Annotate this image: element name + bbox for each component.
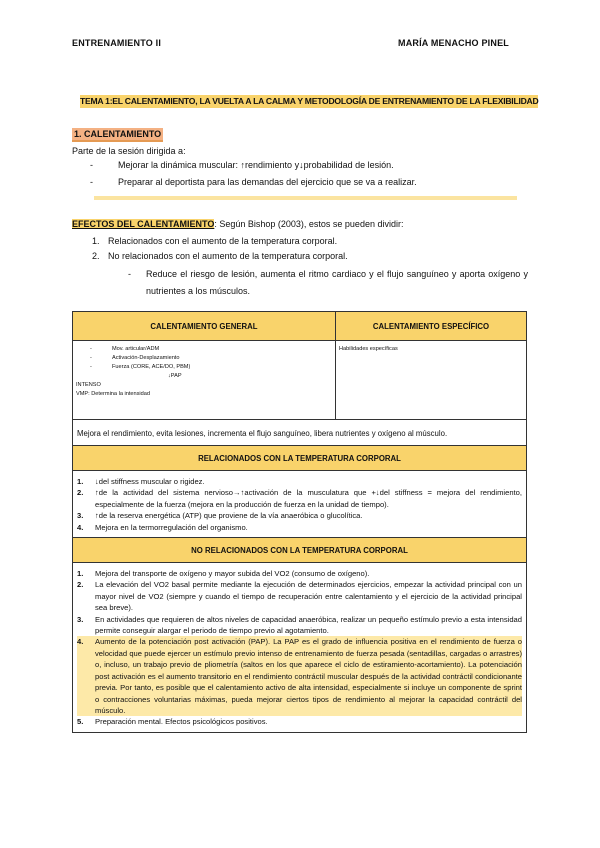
sub-bullet: - Reduce el riesgo de lesión, aumenta el ritmo cardiaco y el flujo sanguíneo y aporta oxígeno y nutrientes a los músculos. xyxy=(128,269,528,296)
section-bullets xyxy=(90,160,417,194)
col-header-specific: CALENTAMIENTO ESPECÍFICO xyxy=(336,312,527,341)
list-item: 2. La elevación del VO2 basal permite mediante la ejecución de determinados ejercicios, empezar la actividad principal con un mayor nivel de VO2 (siempre y cuando el tiempo de recuperación entre calentamiento y el ejercicio de la actividad principal sea breve). xyxy=(77,580,522,613)
table-footer: Mejora el rendimiento, evita lesiones, incrementa el flujo sanguíneo, libera nutrientes y oxígeno al músculo. xyxy=(73,420,527,447)
intenso-label: INTENSO xyxy=(76,382,101,388)
related-list xyxy=(73,471,527,538)
vmp-label: VMP: Determina la intensidad xyxy=(76,391,150,397)
effects-heading xyxy=(72,219,403,229)
table-header-unrelated: NO RELACIONADOS CON LA TEMPERATURA CORPORAL xyxy=(73,538,527,563)
header-left: ENTRENAMIENTO II xyxy=(72,38,162,48)
warmup-table xyxy=(72,311,527,447)
specific-cell: Habilidades específicas xyxy=(336,341,527,420)
general-cell: - Mov. articular/ADM - Activación-Desplazamiento - Fuerza (CORE, ACE/DO, PBM) ↓PAP INTENSO VMP: Determina la intensidad xyxy=(73,341,336,420)
list-item: 1. ↓del stiffness muscular o rigidez. xyxy=(77,477,205,486)
section-title: 1. CALENTAMIENTO xyxy=(72,128,163,142)
list-item: 1. Mejora del transporte de oxígeno y mayor subida del VO2 (consumo de oxígeno). xyxy=(77,569,370,579)
pap-note: ↓PAP xyxy=(168,373,182,379)
effects-text: : Según Bishop (2003), estos se pueden dividir: xyxy=(214,219,404,229)
list-item: 2. ↑de la actividad del sistema nervioso→↑activación de la musculatura que +↓del stiffness = mejora del rendimiento, especialmente de la fuerza (mejora en la producción de fuerza en la unidad de tiempo). xyxy=(77,488,522,509)
highlight-divider xyxy=(94,196,517,200)
effects-label: EFECTOS DEL CALENTAMIENTO xyxy=(72,219,215,229)
list-item: - Mejorar la dinámica muscular: ↑rendimiento y↓probabilidad de lesión. xyxy=(90,160,394,170)
list-item: - Preparar al deportista para las demandas del ejercicio que se va a realizar. xyxy=(90,177,417,187)
section-intro: Parte de la sesión dirigida a: xyxy=(72,146,186,156)
effects-table xyxy=(72,445,527,733)
list-item-highlighted: 4. Aumento de la potenciación post activación (PAP). La PAP es el grado de influencia positiva en el rendimiento de fuerza o velocidad que puede ejercer un estímulo previo intenso de entrenamiento de fuerza pesada (sentadillas, cargadas o arrastres) o, incluso, un trabajo previo de pliometría (saltos en los que aparece el ciclo de estiramiento-acortamiento). La potenciación post activación es el aumento transitorio en el rendimiento contráctil muscular después de la actividad contráctil condicionante previa. Por tanto, es posible que el calentamiento activo de alta intensidad, especialmente si incluye un componente de sprint o contracciones voluntarias máximas, pueda mejorar ciertos tipos de rendimiento al mejorar la capacidad contráctil del músculo. xyxy=(77,637,522,715)
col-header-general: CALENTAMIENTO GENERAL xyxy=(73,312,336,341)
list-item: 2. No relacionados con el aumento de la temperatura corporal. xyxy=(92,251,348,261)
list-item: 5. Preparación mental. Efectos psicológicos positivos. xyxy=(77,717,268,727)
table-header-related: RELACIONADOS CON LA TEMPERATURA CORPORAL xyxy=(73,446,527,471)
unrelated-list xyxy=(73,563,527,733)
header-right: MARÍA MENACHO PINEL xyxy=(398,38,509,48)
topic-title: TEMA 1:EL CALENTAMIENTO, LA VUELTA A LA CALMA Y METODOLOGÍA DE ENTRENAMIENTO DE LA FLEXIBILIDAD xyxy=(80,96,539,106)
list-item: 1. Relacionados con el aumento de la temperatura corporal. xyxy=(92,236,338,246)
list-item: 3. En actividades que requieren de altos niveles de capacidad anaeróbica, realizar un pequeño estímulo previo a esta intensidad permite conseguir alargar el periodo de tiempo previo al agotamiento. xyxy=(77,614,522,636)
list-item: 4. Mejora en la termorregulación del organismo. xyxy=(77,522,248,532)
list-item: 3. ↑de la reserva energética (ATP) que proviene de la vía anaeróbica o glucolítica. xyxy=(77,511,363,521)
